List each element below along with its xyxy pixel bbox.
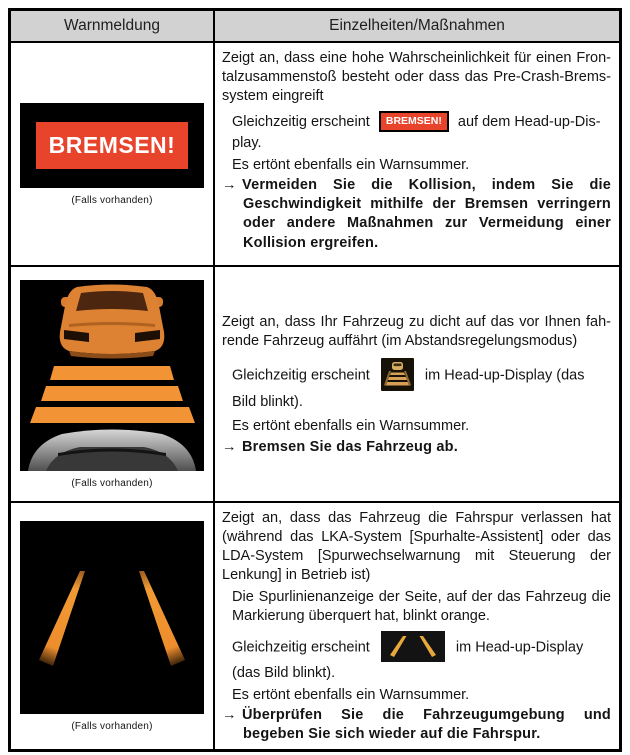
details-intro: Zeigt an, dass Ihr Fahrzeug zu dicht auf das vor Ihnen fahrende Fahrzeug auffährt (im Abstandsregelungsmodus): [222, 314, 611, 350]
bremsen-badge: BREMSEN!: [36, 122, 189, 169]
action-instruction: [222, 176, 611, 253]
warning-cell-bremsen: [11, 43, 215, 265]
simultaneous-after: im Head-up-Display (das Bild blinkt).: [232, 639, 584, 681]
action-text: Vermeiden Sie die Kollision, indem Sie die Geschwindigkeit mithilfe der Bremsen verringern oder andere Maßnahmen zur Vermeidung einer Kollision ergreifen.: [242, 177, 611, 251]
inline-distance-icon: [381, 358, 414, 391]
table-row: [11, 43, 619, 267]
table-row: [11, 503, 619, 749]
inline-lane-icon: [381, 631, 445, 662]
arrow-icon: →: [222, 438, 237, 455]
header-warnmeldung: Warnmeldung: [11, 11, 215, 41]
warning-cell-distance: [11, 267, 215, 501]
buzzer-note: Es ertönt ebenfalls ein Warnsummer.: [232, 686, 470, 703]
details-intro: Zeigt an, dass eine hohe Wahrscheinlichkeit für einen Frontalzusammenstoß besteht oder dass das Pre-Crash-Bremssystem eingreift: [222, 50, 611, 105]
action-instruction: [222, 438, 611, 457]
details-cell: [215, 503, 619, 749]
simultaneous-line: [232, 358, 611, 412]
buzzer-note: Es ertönt ebenfalls ein Warnsummer.: [232, 157, 470, 173]
distance-warning-image: [20, 280, 204, 471]
simultaneous-line: [232, 631, 611, 683]
table-header-row: [11, 11, 619, 43]
warning-messages-table: [8, 8, 622, 752]
simultaneous-before: Gleichzeitig erscheint: [232, 367, 370, 384]
falls-vorhanden-caption: (Falls vorhanden): [71, 477, 153, 489]
details-cell: [215, 43, 619, 265]
simultaneous-after: auf dem Head-up-Display.: [232, 114, 601, 151]
bremsen-warning-image: [20, 103, 204, 188]
falls-vorhanden-caption: (Falls vorhanden): [71, 194, 153, 206]
details-cell: [215, 267, 619, 501]
inline-bremsen-badge-icon: BREMSEN!: [379, 111, 449, 132]
simultaneous-line: [232, 111, 611, 153]
action-text: Überprüfen Sie die Fahrzeugumgebung und begeben Sie sich wieder auf die Fahrspur.: [242, 707, 611, 743]
lane-departure-warning-image: [20, 521, 204, 714]
details-intro: Zeigt an, dass das Fahrzeug die Fahrspur verlassen hat (während das LKA-System [Spurhalte-Assistent] oder das LDA-System [Spurwechselwarnung mit Steuerung der Lenkung] in Betrieb ist): [222, 510, 611, 584]
simultaneous-after: im Head-up-Display (das Bild blinkt).: [232, 367, 585, 411]
arrow-icon: →: [222, 707, 237, 723]
simultaneous-before: Gleichzeitig erscheint: [232, 114, 370, 131]
action-text: Bremsen Sie das Fahrzeug ab.: [242, 438, 458, 455]
header-einzelheiten: Einzelheiten/Maßnahmen: [329, 17, 505, 34]
simultaneous-before: Gleichzeitig erscheint: [232, 639, 370, 656]
arrow-icon: →: [222, 177, 237, 194]
buzzer-note: Es ertönt ebenfalls ein Warnsummer.: [232, 417, 470, 434]
table-row: [11, 267, 619, 503]
lane-indicator-note: Die Spurlinienanzeige der Seite, auf der das Fahrzeug die Markierung überquert hat, blinkt orange.: [232, 588, 611, 624]
warning-cell-lane: [11, 503, 215, 749]
action-instruction: [222, 706, 611, 744]
falls-vorhanden-caption: (Falls vorhanden): [71, 720, 153, 732]
